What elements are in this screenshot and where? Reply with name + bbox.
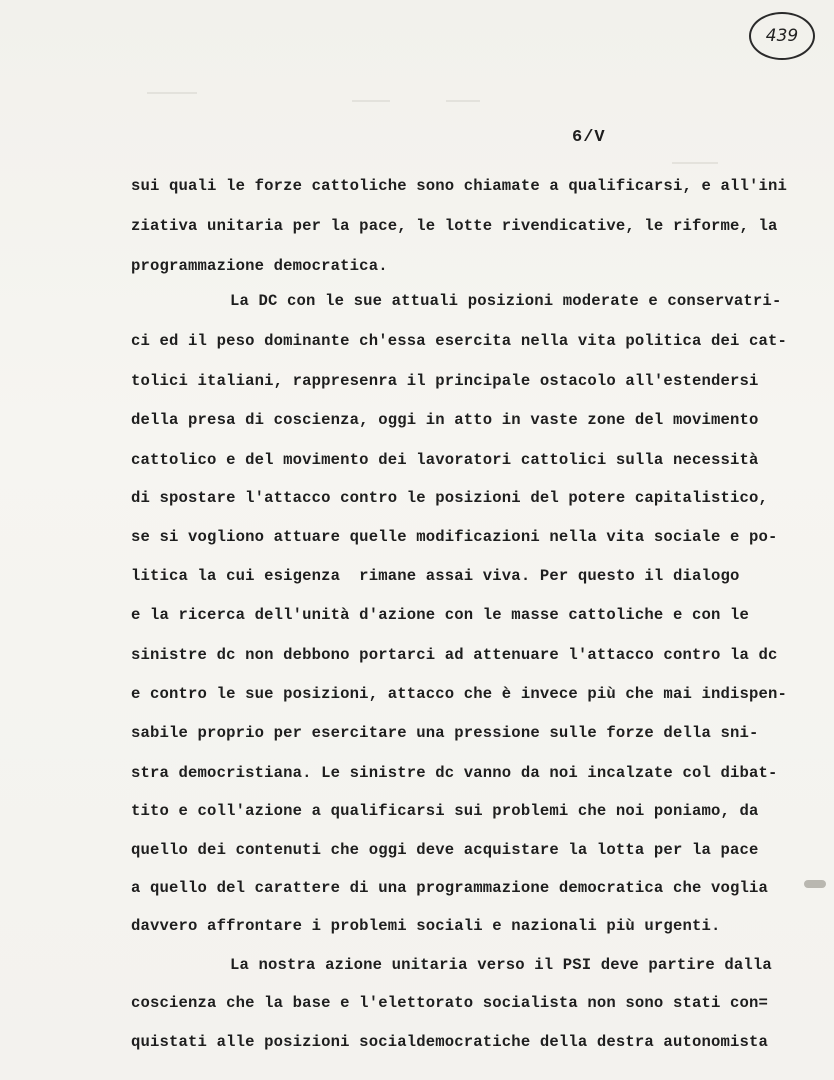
faint-mark: [446, 100, 480, 102]
text-line: sabile proprio per esercitare una pressione sulle forze della sni-: [131, 724, 759, 742]
text-line: sui quali le forze cattoliche sono chiamate a qualificarsi, e all'ini: [131, 177, 788, 195]
faint-mark: [352, 100, 390, 102]
text-line: litica la cui esigenza rimane assai viva. Per questo il dialogo: [131, 567, 740, 585]
text-line: ci ed il peso dominante ch'essa esercita nella vita politica dei cat-: [131, 332, 788, 350]
archive-number-stamp: [749, 12, 815, 60]
page-number: 6/V: [572, 128, 606, 147]
text-line: quistati alle posizioni socialdemocratiche della destra autonomista: [131, 1033, 769, 1051]
text-line: a quello del carattere di una programmazione democratica che voglia: [131, 879, 769, 897]
text-line: quello dei contenuti che oggi deve acquistare la lotta per la pace: [131, 841, 759, 859]
text-line: se si vogliono attuare quelle modificazioni nella vita sociale e po-: [131, 528, 778, 546]
text-line: della presa di coscienza, oggi in atto in vaste zone del movimento: [131, 411, 759, 429]
text-line: La nostra azione unitaria verso il PSI deve partire dalla: [230, 956, 772, 974]
text-line: coscienza che la base e l'elettorato socialista non sono stati con=: [131, 994, 769, 1012]
text-line: tolici italiani, rappresenra il principale ostacolo all'estendersi: [131, 372, 759, 390]
text-line: davvero affrontare i problemi sociali e nazionali più urgenti.: [131, 917, 721, 935]
text-line: ziativa unitaria per la pace, le lotte rivendicative, le riforme, la: [131, 217, 778, 235]
text-line: di spostare l'attacco contro le posizioni del potere capitalistico,: [131, 489, 769, 507]
ink-smudge: [804, 880, 826, 888]
text-line: La DC con le sue attuali posizioni moderate e conservatri-: [230, 292, 782, 310]
archive-number: 439: [765, 26, 799, 46]
text-line: e la ricerca dell'unità d'azione con le masse cattoliche e con le: [131, 606, 750, 624]
text-line: e contro le sue posizioni, attacco che è invece più che mai indispen-: [131, 685, 788, 703]
faint-mark: [672, 162, 718, 164]
text-line: cattolico e del movimento dei lavoratori cattolici sulla necessità: [131, 451, 759, 469]
text-line: sinistre dc non debbono portarci ad attenuare l'attacco contro la dc: [131, 646, 778, 664]
faint-mark: [147, 92, 197, 94]
text-line: tito e coll'azione a qualificarsi sui problemi che noi poniamo, da: [131, 802, 759, 820]
text-line: programmazione democratica.: [131, 257, 388, 275]
text-line: stra democristiana. Le sinistre dc vanno da noi incalzate col dibat-: [131, 764, 778, 782]
